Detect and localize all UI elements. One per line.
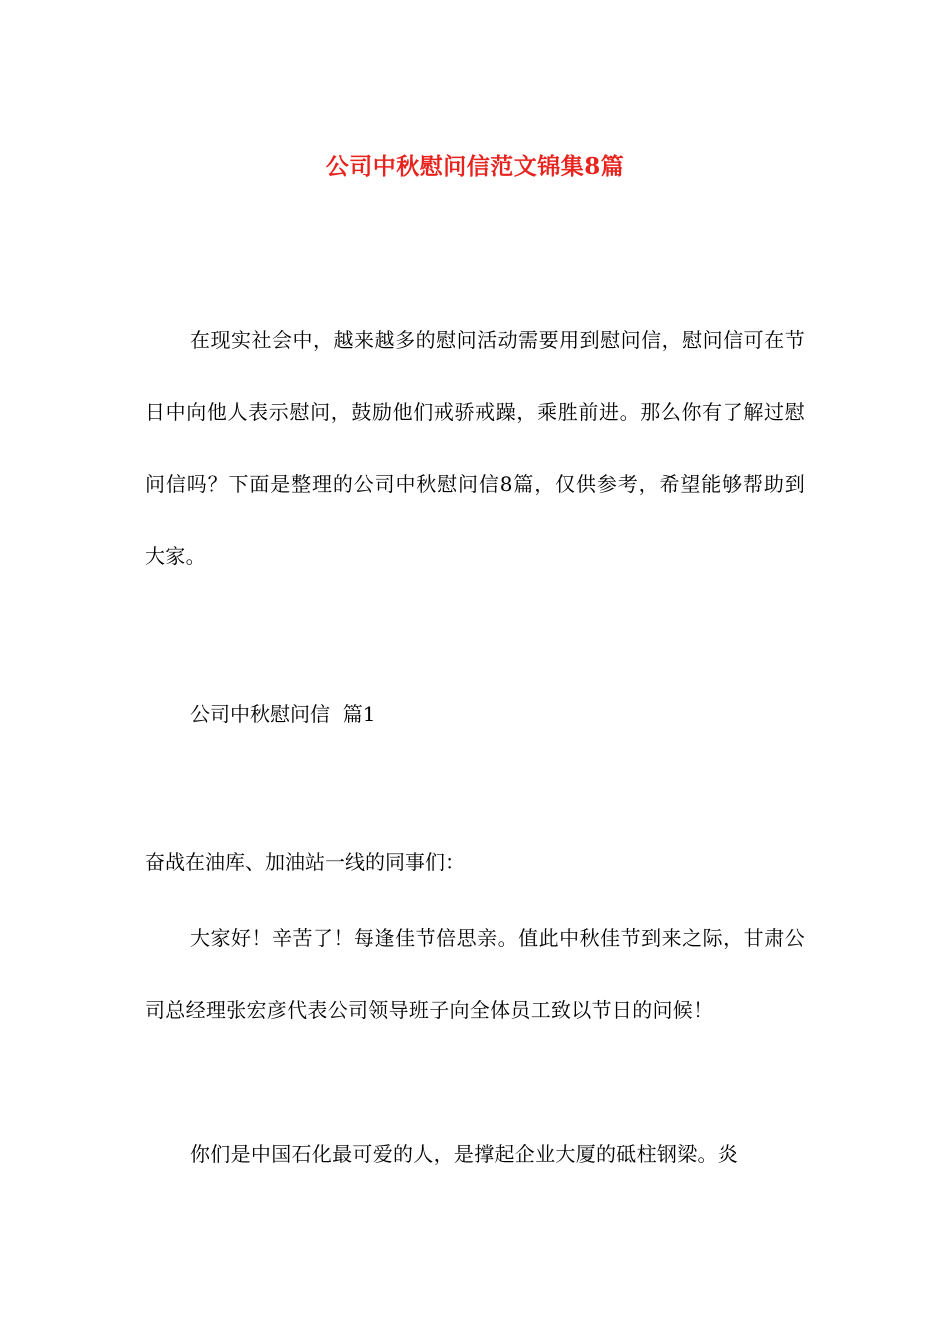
section-heading: 公司中秋慰问信 篇1 (190, 702, 376, 726)
intro-paragraph: 在现实社会中，越来越多的慰问活动需要用到慰问信，慰问信可在节日中向他人表示慰问，鼓励他们戒骄戒躁，乘胜前进。那么你有了解过慰问信吗？下面是整理的公司中秋慰问信8篇，仅供参考，希望能够帮助到大家。 (145, 328, 805, 568)
salutation: 奋战在油库、加油站一线的同事们： (145, 850, 465, 874)
body-paragraph-2: 你们是中国石化最可爱的人，是撑起企业大厦的砥柱钢梁。炎 (190, 1142, 739, 1166)
body-paragraph-1: 大家好！辛苦了！每逢佳节倍思亲。值此中秋佳节到来之际，甘肃公司总经理张宏彦代表公司领导班子向全体员工致以节日的问候！ (145, 926, 805, 1022)
document-title: 公司中秋慰问信范文锦集8篇 (325, 153, 625, 181)
